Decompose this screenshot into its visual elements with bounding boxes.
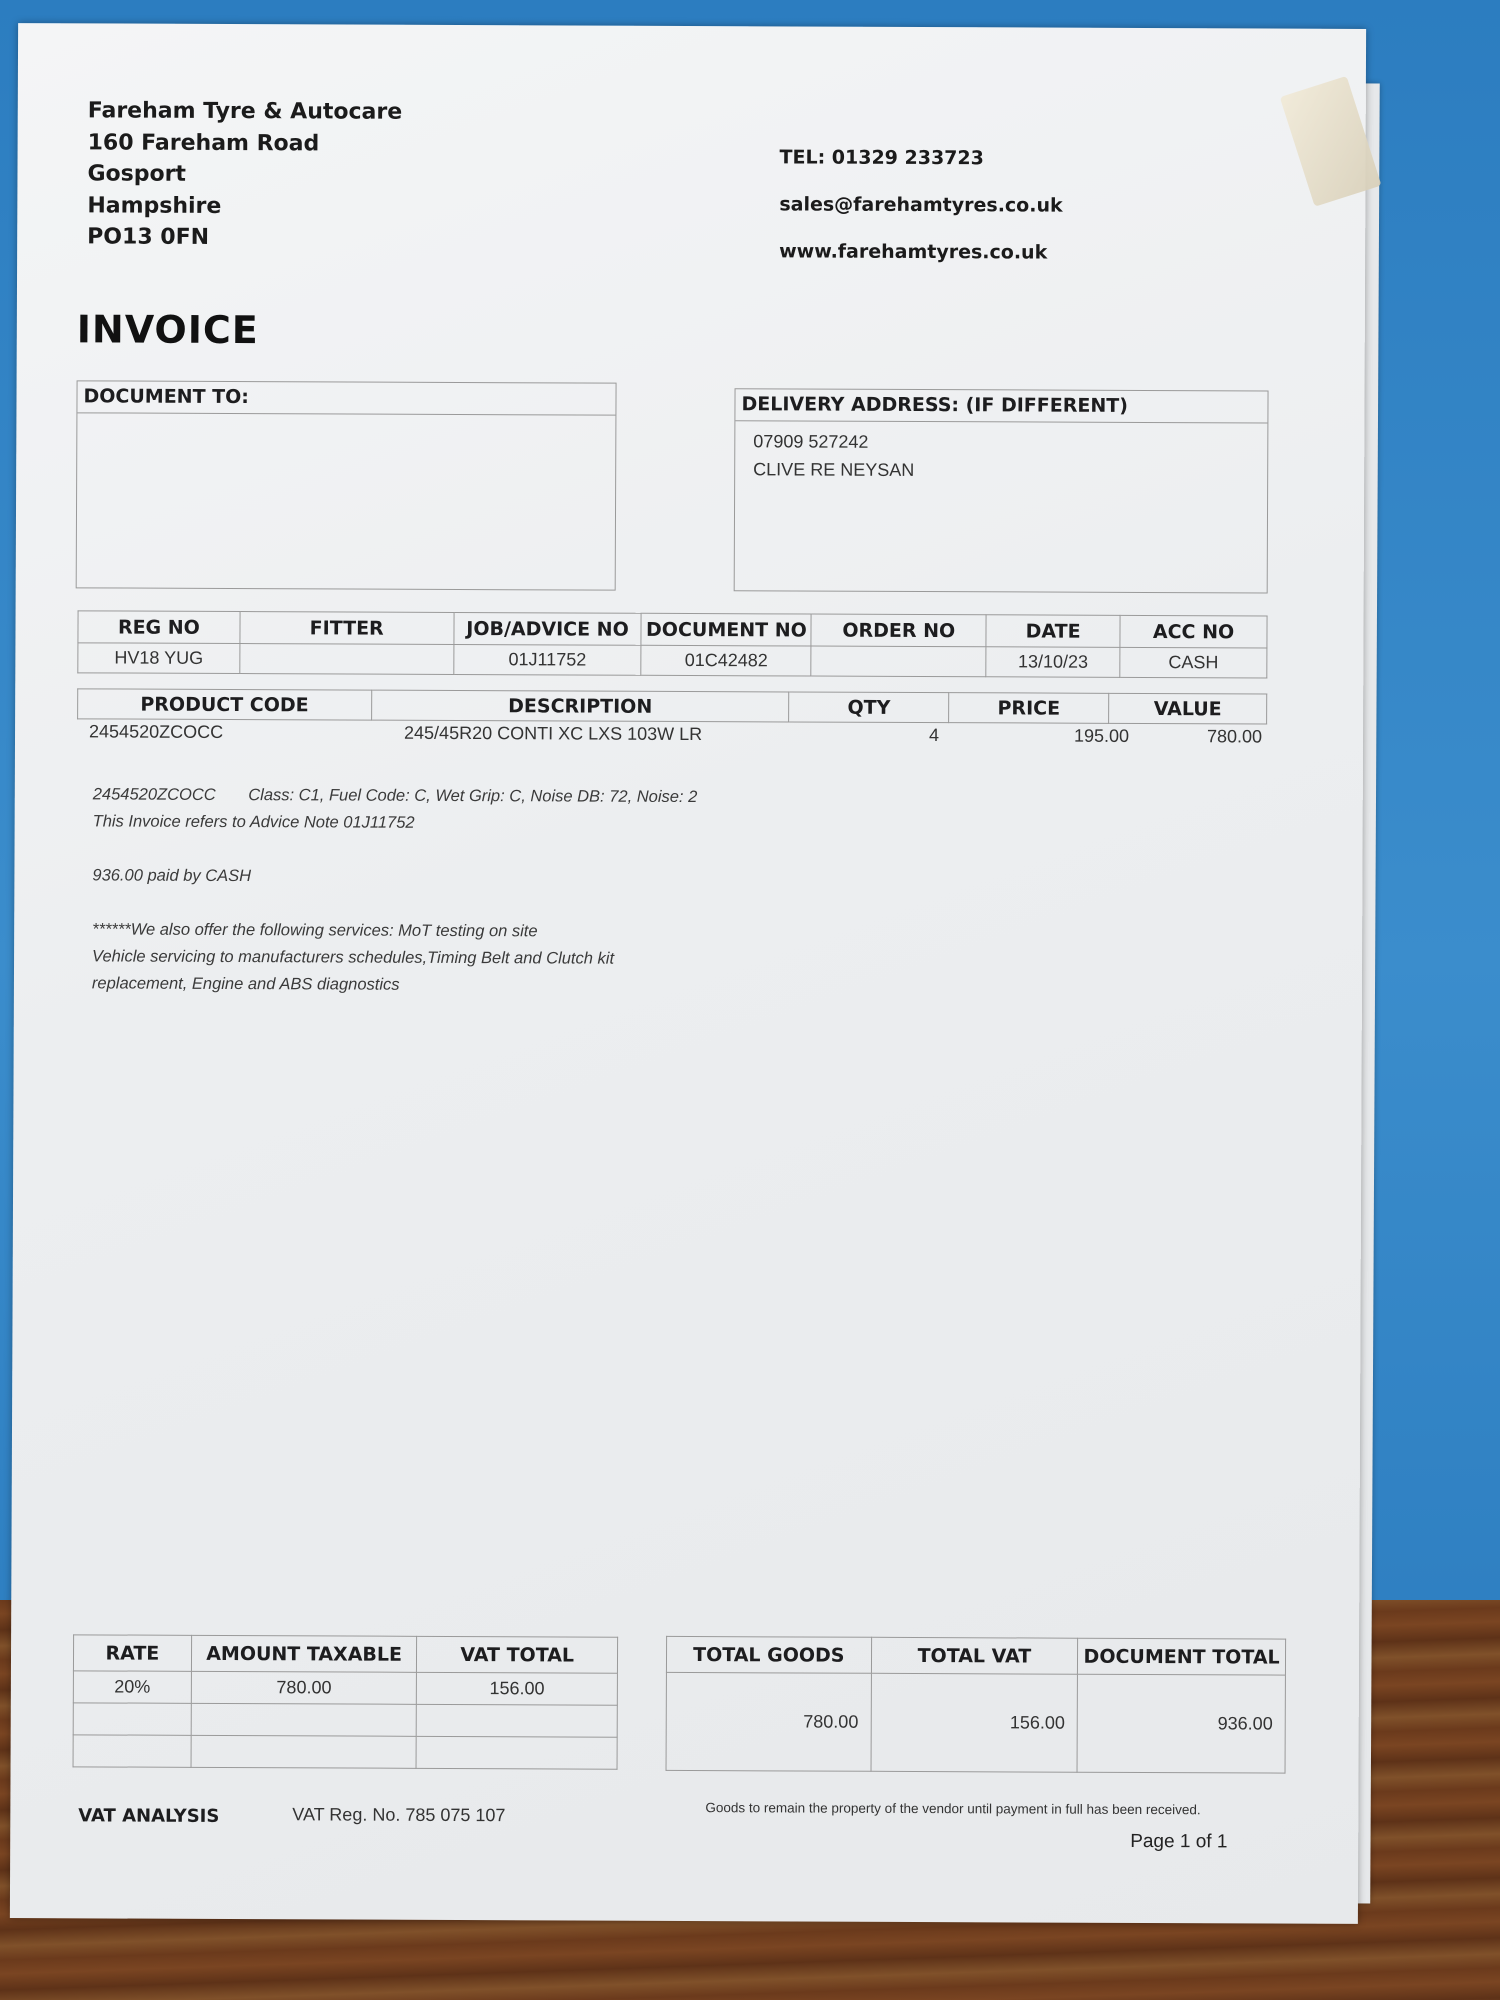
description-cell: 245/45R20 CONTI XC LXS 103W LR — [404, 722, 703, 745]
header-rate: RATE — [73, 1635, 191, 1672]
job-advice-no-value: 01J11752 — [453, 644, 641, 675]
header-document-no: DOCUMENT NO — [641, 613, 811, 646]
page-number: Page 1 of 1 — [1130, 1830, 1228, 1853]
header-job-advice-no: JOB/ADVICE NO — [454, 612, 642, 645]
table-row — [78, 643, 1267, 678]
amount-taxable-value: 780.00 — [191, 1671, 417, 1704]
header-acc-no: ACC NO — [1120, 615, 1267, 648]
company-website: www.farehamtyres.co.uk — [779, 240, 1048, 264]
header-fitter: FITTER — [240, 612, 454, 645]
header-product-code: PRODUCT CODE — [78, 689, 372, 720]
document-total-value: 936.00 — [1077, 1674, 1285, 1773]
payment-note: 936.00 paid by CASH — [92, 866, 252, 886]
date-value: 13/10/23 — [986, 647, 1120, 678]
services-note-line: ******We also offer the following services: MoT testing on site — [92, 920, 538, 941]
company-name: Fareham Tyre & Autocare — [87, 98, 403, 125]
company-address-block — [87, 95, 402, 254]
vat-total-value: 156.00 — [417, 1672, 618, 1705]
header-vat-total: VAT TOTAL — [417, 1636, 618, 1673]
header-total-vat: TOTAL VAT — [871, 1637, 1078, 1674]
price-cell: 195.00 — [1073, 725, 1130, 746]
fitter-value — [240, 644, 454, 675]
company-address-line: Hampshire — [87, 192, 222, 219]
advice-note-reference: This Invoice refers to Advice Note 01J11752 — [92, 812, 415, 832]
table-header-row — [78, 611, 1267, 648]
ownership-terms: Goods to remain the property of the vendor until payment in full has been received. — [705, 1800, 1201, 1818]
services-note-line: Vehicle servicing to manufacturers schedules,Timing Belt and Clutch kit — [92, 947, 615, 968]
document-no-value: 01C42482 — [641, 645, 811, 676]
header-value: VALUE — [1109, 693, 1267, 724]
total-vat-value: 156.00 — [871, 1673, 1078, 1772]
total-goods-value: 780.00 — [666, 1672, 871, 1771]
company-contact-block — [779, 146, 1063, 288]
company-address-line: Gosport — [87, 161, 187, 187]
table-header-row — [73, 1635, 617, 1673]
header-amount-taxable: AMOUNT TAXABLE — [191, 1635, 417, 1672]
services-note-line: replacement, Engine and ABS diagnostics — [91, 974, 400, 994]
product-spec-code: 2454520ZCOCC — [92, 785, 216, 804]
document-title: INVOICE — [76, 307, 259, 353]
header-date: DATE — [986, 615, 1120, 648]
header-description: DESCRIPTION — [371, 690, 789, 722]
table-header-row — [78, 689, 1267, 724]
vat-registration-number: VAT Reg. No. 785 075 107 — [292, 1804, 506, 1826]
table-header-row — [666, 1636, 1285, 1675]
document-to-box — [76, 380, 617, 590]
invoice-notes — [92, 781, 697, 1000]
document-to-label: DOCUMENT TO: — [77, 381, 615, 415]
company-telephone: TEL: 01329 233723 — [779, 146, 984, 170]
company-address-line: PO13 0FN — [87, 224, 210, 250]
product-table-header — [77, 688, 1267, 724]
table-row — [73, 1735, 617, 1769]
acc-no-value: CASH — [1120, 647, 1267, 678]
delivery-address-box — [734, 388, 1269, 593]
value-cell: 780.00 — [1206, 726, 1263, 747]
header-document-total: DOCUMENT TOTAL — [1078, 1638, 1286, 1675]
table-row — [666, 1672, 1285, 1773]
invoice-sheet — [10, 23, 1366, 1924]
company-address-line: 160 Fareham Road — [87, 129, 320, 156]
qty-cell: 4 — [928, 725, 940, 746]
rate-value: 20% — [73, 1671, 191, 1704]
document-totals-table — [666, 1636, 1287, 1774]
order-no-value — [811, 646, 986, 677]
header-reg-no: REG NO — [78, 611, 240, 644]
vat-analysis-label: VAT ANALYSIS — [78, 1805, 220, 1827]
delivery-phone: 07909 527242 — [753, 431, 869, 452]
header-total-goods: TOTAL GOODS — [666, 1636, 871, 1673]
reg-no-value: HV18 YUG — [78, 643, 240, 674]
table-row — [73, 1703, 617, 1737]
company-email: sales@farehamtyres.co.uk — [779, 193, 1063, 217]
delivery-address-lines — [735, 421, 1267, 491]
header-qty: QTY — [789, 692, 949, 723]
vat-analysis-table — [73, 1634, 619, 1769]
job-info-table — [77, 610, 1267, 678]
table-row — [89, 721, 1269, 756]
product-spec-text: Class: C1, Fuel Code: C, Wet Grip: C, Noise DB: 72, Noise: 2 — [248, 786, 698, 807]
header-price: PRICE — [949, 693, 1109, 724]
delivery-name: CLIVE RE NEYSAN — [753, 459, 915, 480]
header-order-no: ORDER NO — [811, 614, 986, 647]
table-row — [73, 1671, 617, 1705]
product-code-cell: 2454520ZCOCC — [89, 721, 224, 742]
delivery-address-label: DELIVERY ADDRESS: (IF DIFFERENT) — [735, 389, 1267, 423]
product-spec-line — [93, 781, 698, 811]
